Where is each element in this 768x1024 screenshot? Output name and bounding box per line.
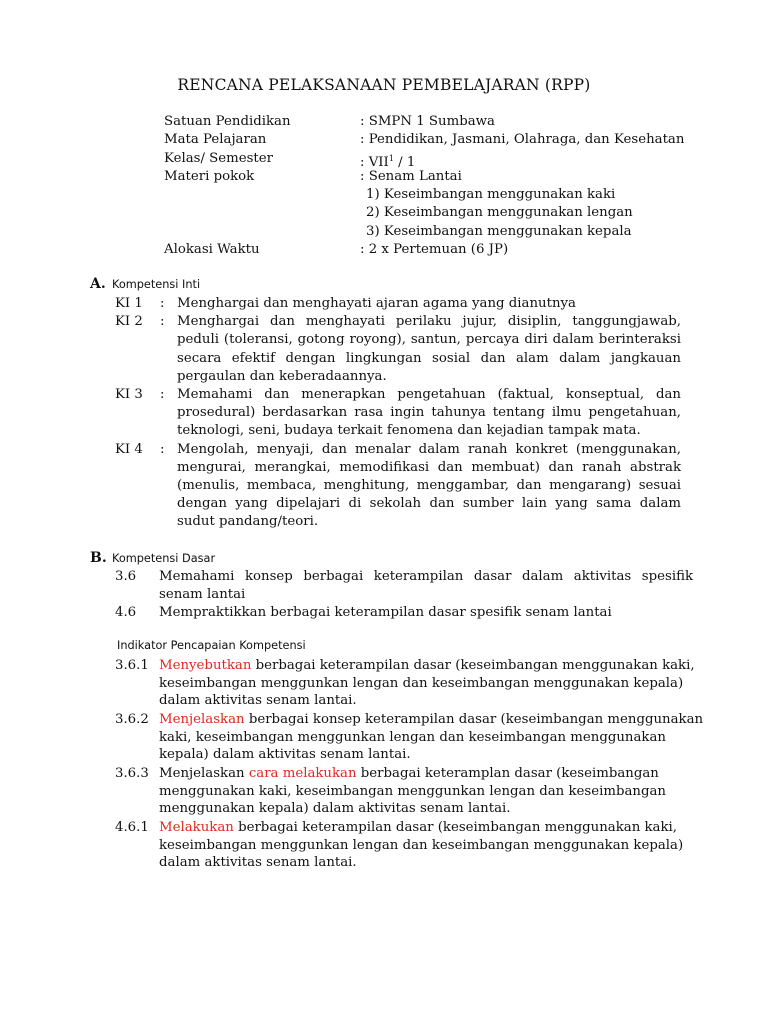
- ki-colon: :: [160, 314, 165, 330]
- satuan-label: Satuan Pendidikan: [164, 114, 291, 129]
- materi-subitem: [164, 204, 724, 222]
- ki-code: KI 4: [115, 441, 143, 457]
- ki-text: Memahami dan menerapkan pengetahuan (faktual, konseptual, dan prosedural) berdasarkan rasa ingin tahunya tentang ilmu pengetahuan, teknologi, seni, budaya terkait fenomena dan kejadian tampak mata.: [177, 387, 681, 439]
- indicator-code: 3.6.3: [115, 766, 149, 781]
- ki-colon: :: [160, 387, 165, 403]
- identity-row-mapel: [164, 131, 724, 149]
- ki-text: Menghargai dan menghayati ajaran agama yang dianutnya: [177, 296, 576, 311]
- indicator-item: [115, 711, 705, 764]
- materi-subitem: [164, 186, 724, 204]
- indicator-text-after: berbagai keterampilan dasar (keseimbangan menggunakan kaki, keseimbangan menggunkan lengan dan keseimbangan menggunakan kepala) dalam aktivitas senam lantai.: [159, 820, 684, 870]
- indicator-item: [115, 657, 705, 710]
- kd-item: [115, 568, 693, 603]
- mapel-label: Mata Pelajaran: [164, 132, 267, 148]
- kelas-value: [360, 150, 724, 168]
- kelas-value-semester: / 1: [393, 154, 416, 170]
- section-b-title: Kompetensi Dasar: [112, 552, 216, 565]
- ki-code: KI 1: [115, 296, 143, 311]
- indicator-text: [159, 765, 705, 818]
- identity-row-satuan: [164, 113, 724, 131]
- identity-block: [164, 113, 724, 259]
- indicator-list: [115, 657, 705, 873]
- ki-text: Menghargai dan menghayati perilaku jujur, disiplin, tanggungjawab, peduli (toleransi, gotong royong), santun, percaya diri dalam berinteraksi secara efektif dengan lingkungan sosial dan alam dalam jangkauan pergaulan dan keberadaannya.: [177, 314, 681, 384]
- indicator-code: 3.6.1: [115, 658, 149, 673]
- materi-value: : Senam Lantai: [360, 168, 462, 184]
- indicator-text-after: berbagai keterampilan dasar (keseimbangan menggunakan kaki, keseimbangan menggunkan lengan dan keseimbangan menggunakan kepala) dalam aktivitas senam lantai.: [159, 658, 695, 708]
- satuan-value: : SMPN 1 Sumbawa: [360, 114, 495, 129]
- indicator-text-after: berbagai konsep keterampilan dasar (keseimbangan menggunakan kaki, keseimbangan menggunkan lengan dan keseimbangan menggunakan kepala) dalam aktivitas senam lantai.: [159, 712, 704, 762]
- section-b-letter: B.: [90, 550, 107, 566]
- kd-code: 3.6: [115, 569, 137, 584]
- indicator-code: 4.6.1: [115, 820, 149, 835]
- mapel-value: : Pendidikan, Jasmani, Olahraga, dan Kesehatan: [360, 132, 685, 148]
- kelas-label: Kelas/ Semester: [164, 150, 274, 166]
- identity-row-alokasi: [164, 241, 724, 259]
- indicator-heading: Indikator Pencapaian Kompetensi: [117, 639, 306, 652]
- indicator-text: [159, 657, 705, 710]
- alokasi-label: Alokasi Waktu: [164, 242, 260, 258]
- indicator-text: [159, 711, 705, 764]
- alokasi-value: : 2 x Pertemuan (6 JP): [360, 242, 509, 258]
- ki-item: [115, 441, 681, 532]
- kd-item: [115, 604, 693, 622]
- ki-item: [115, 295, 681, 313]
- materi-subitem-text: 1) Keseimbangan menggunakan kaki: [366, 187, 616, 203]
- section-b-heading: [90, 550, 215, 566]
- materi-subitem-text: 3) Keseimbangan menggunakan kepala: [366, 223, 632, 239]
- section-a-heading: [90, 276, 200, 292]
- indicator-highlight: Menjelaskan: [159, 712, 245, 727]
- ki-colon: :: [160, 296, 165, 311]
- ki-code: KI 2: [115, 314, 143, 330]
- indicator-highlight: cara melakukan: [248, 766, 357, 781]
- indicator-highlight: Menyebutkan: [159, 658, 252, 673]
- kd-text: Memahami konsep berbagai keterampilan dasar dalam aktivitas spesifik senam lantai: [159, 569, 693, 602]
- kd-code: 4.6: [115, 605, 137, 620]
- section-a-letter: A.: [90, 276, 106, 292]
- identity-row-kelas: [164, 150, 724, 168]
- indicator-code: 3.6.2: [115, 712, 149, 727]
- kelas-value-sup: 1: [388, 153, 394, 163]
- kompetensi-inti-list: [115, 295, 681, 532]
- indicator-text-before: Menjelaskan: [159, 766, 249, 781]
- indicator-highlight: Melakukan: [159, 820, 234, 835]
- kd-text: Mempraktikkan berbagai keterampilan dasar spesifik senam lantai: [159, 605, 612, 620]
- ki-item: [115, 313, 681, 386]
- section-a-title: Kompetensi Inti: [112, 278, 201, 291]
- indicator-item: [115, 765, 705, 818]
- materi-subitem: [164, 223, 724, 241]
- ki-text: Mengolah, menyaji, dan menalar dalam ranah konkret (menggunakan, mengurai, merangkai, memodifikasi dan membuat) dan ranah abstrak (menulis, membaca, menghitung, menggambar, dan mengarang) sesuai dengan yang dipelajari di sekolah dan sumber lain yang sama dalam sudut pandang/teori.: [177, 441, 681, 530]
- materi-subitem-text: 2) Keseimbangan menggunakan lengan: [366, 205, 633, 221]
- ki-colon: :: [160, 441, 165, 457]
- kelas-value-main: : VII: [360, 154, 389, 170]
- kompetensi-dasar-list: [115, 568, 693, 623]
- document-title: RENCANA PELAKSANAAN PEMBELAJARAN (RPP): [177, 76, 591, 94]
- identity-row-materi: [164, 168, 724, 186]
- ki-code: KI 3: [115, 387, 143, 403]
- indicator-item: [115, 819, 705, 872]
- materi-label: Materi pokok: [164, 168, 255, 184]
- indicator-text: [159, 819, 705, 872]
- indicator-text-after: berbagai keteramplan dasar (keseimbangan menggunakan kaki, keseimbangan menggunkan lengan dan keseimbangan menggunakan kepala) dalam aktivitas senam lantai.: [159, 766, 666, 816]
- ki-item: [115, 386, 681, 441]
